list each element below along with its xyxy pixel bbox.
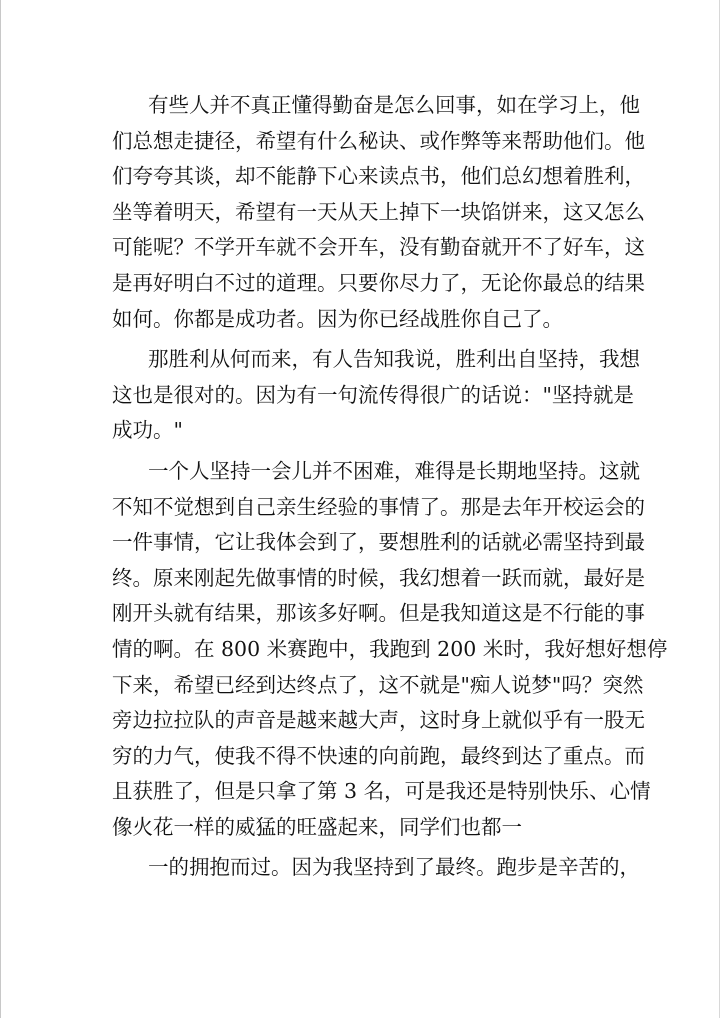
text-line: 如何。你都是成功者。因为你已经战胜你自己了。 (112, 306, 563, 331)
text-line: 一件事情，它让我体会到了，要想胜利的话就必需坚持到最 (112, 530, 645, 555)
text-line: 且获胜了，但是只拿了第 3 名，可是我还是特别快乐、心情 (112, 779, 651, 804)
page-left-edge (0, 0, 1, 1018)
paragraph (112, 342, 640, 449)
paragraph (112, 850, 640, 886)
text-line: 一个人坚持一会儿并不困难，难得是长期地坚持。这就 (148, 458, 640, 483)
text-line: 刚开头就有结果，那该多好啊。但是我知道这是不行能的事 (112, 601, 645, 626)
text-line: 穷的力气，使我不得不快速的向前跑，最终到达了重点。而 (112, 743, 645, 768)
text-line: 可能呢？不学开车就不会开车，没有勤奋就开不了好车，这 (112, 235, 645, 260)
body-text (112, 88, 668, 886)
text-line: 像火花一样的威猛的旺盛起来，同学们也都一 (112, 814, 522, 839)
text-line: 有些人并不真正懂得勤奋是怎么回事，如在学习上，他 (148, 93, 640, 117)
text-line: 下来，希望已经到达终点了，这不就是"痴人说梦"吗？突然 (112, 672, 644, 697)
text-line: 们总想走捷径，希望有什么秘诀、或作弊等来帮助他们。他 (112, 128, 645, 153)
paragraph (112, 454, 668, 846)
text-line: 那胜利从何而来，有人告知我说，胜利出自坚持，我想 (148, 347, 640, 372)
text-line: 一的拥抱而过。因为我坚持到了最终。跑步是辛苦的， (148, 855, 640, 880)
text-line: 终。原来刚起先做事情的时候，我幻想着一跃而就，最好是 (112, 565, 645, 590)
paragraph (112, 88, 645, 337)
text-line: 旁边拉拉队的声音是越来越大声，这时身上就似乎有一股无 (112, 708, 645, 733)
text-line: 们夸夸其谈，却不能静下心来读点书，他们总幻想着胜利， (112, 164, 645, 189)
text-line: 这也是很对的。因为有一句流传得很广的话说："坚持就是 (112, 382, 634, 407)
text-line: 成功。" (112, 418, 183, 443)
text-line: 情的啊。在 800 米赛跑中，我跑到 200 米时，我好想好想停 (112, 636, 668, 661)
text-line: 不知不觉想到自己亲生经验的事情了。那是去年开校运会的 (112, 494, 645, 519)
text-line: 是再好明白不过的道理。只要你尽力了，无论你最总的结果 (112, 270, 645, 295)
text-line: 坐等着明天，希望有一天从天上掉下一块馅饼来，这又怎么 (112, 199, 645, 224)
